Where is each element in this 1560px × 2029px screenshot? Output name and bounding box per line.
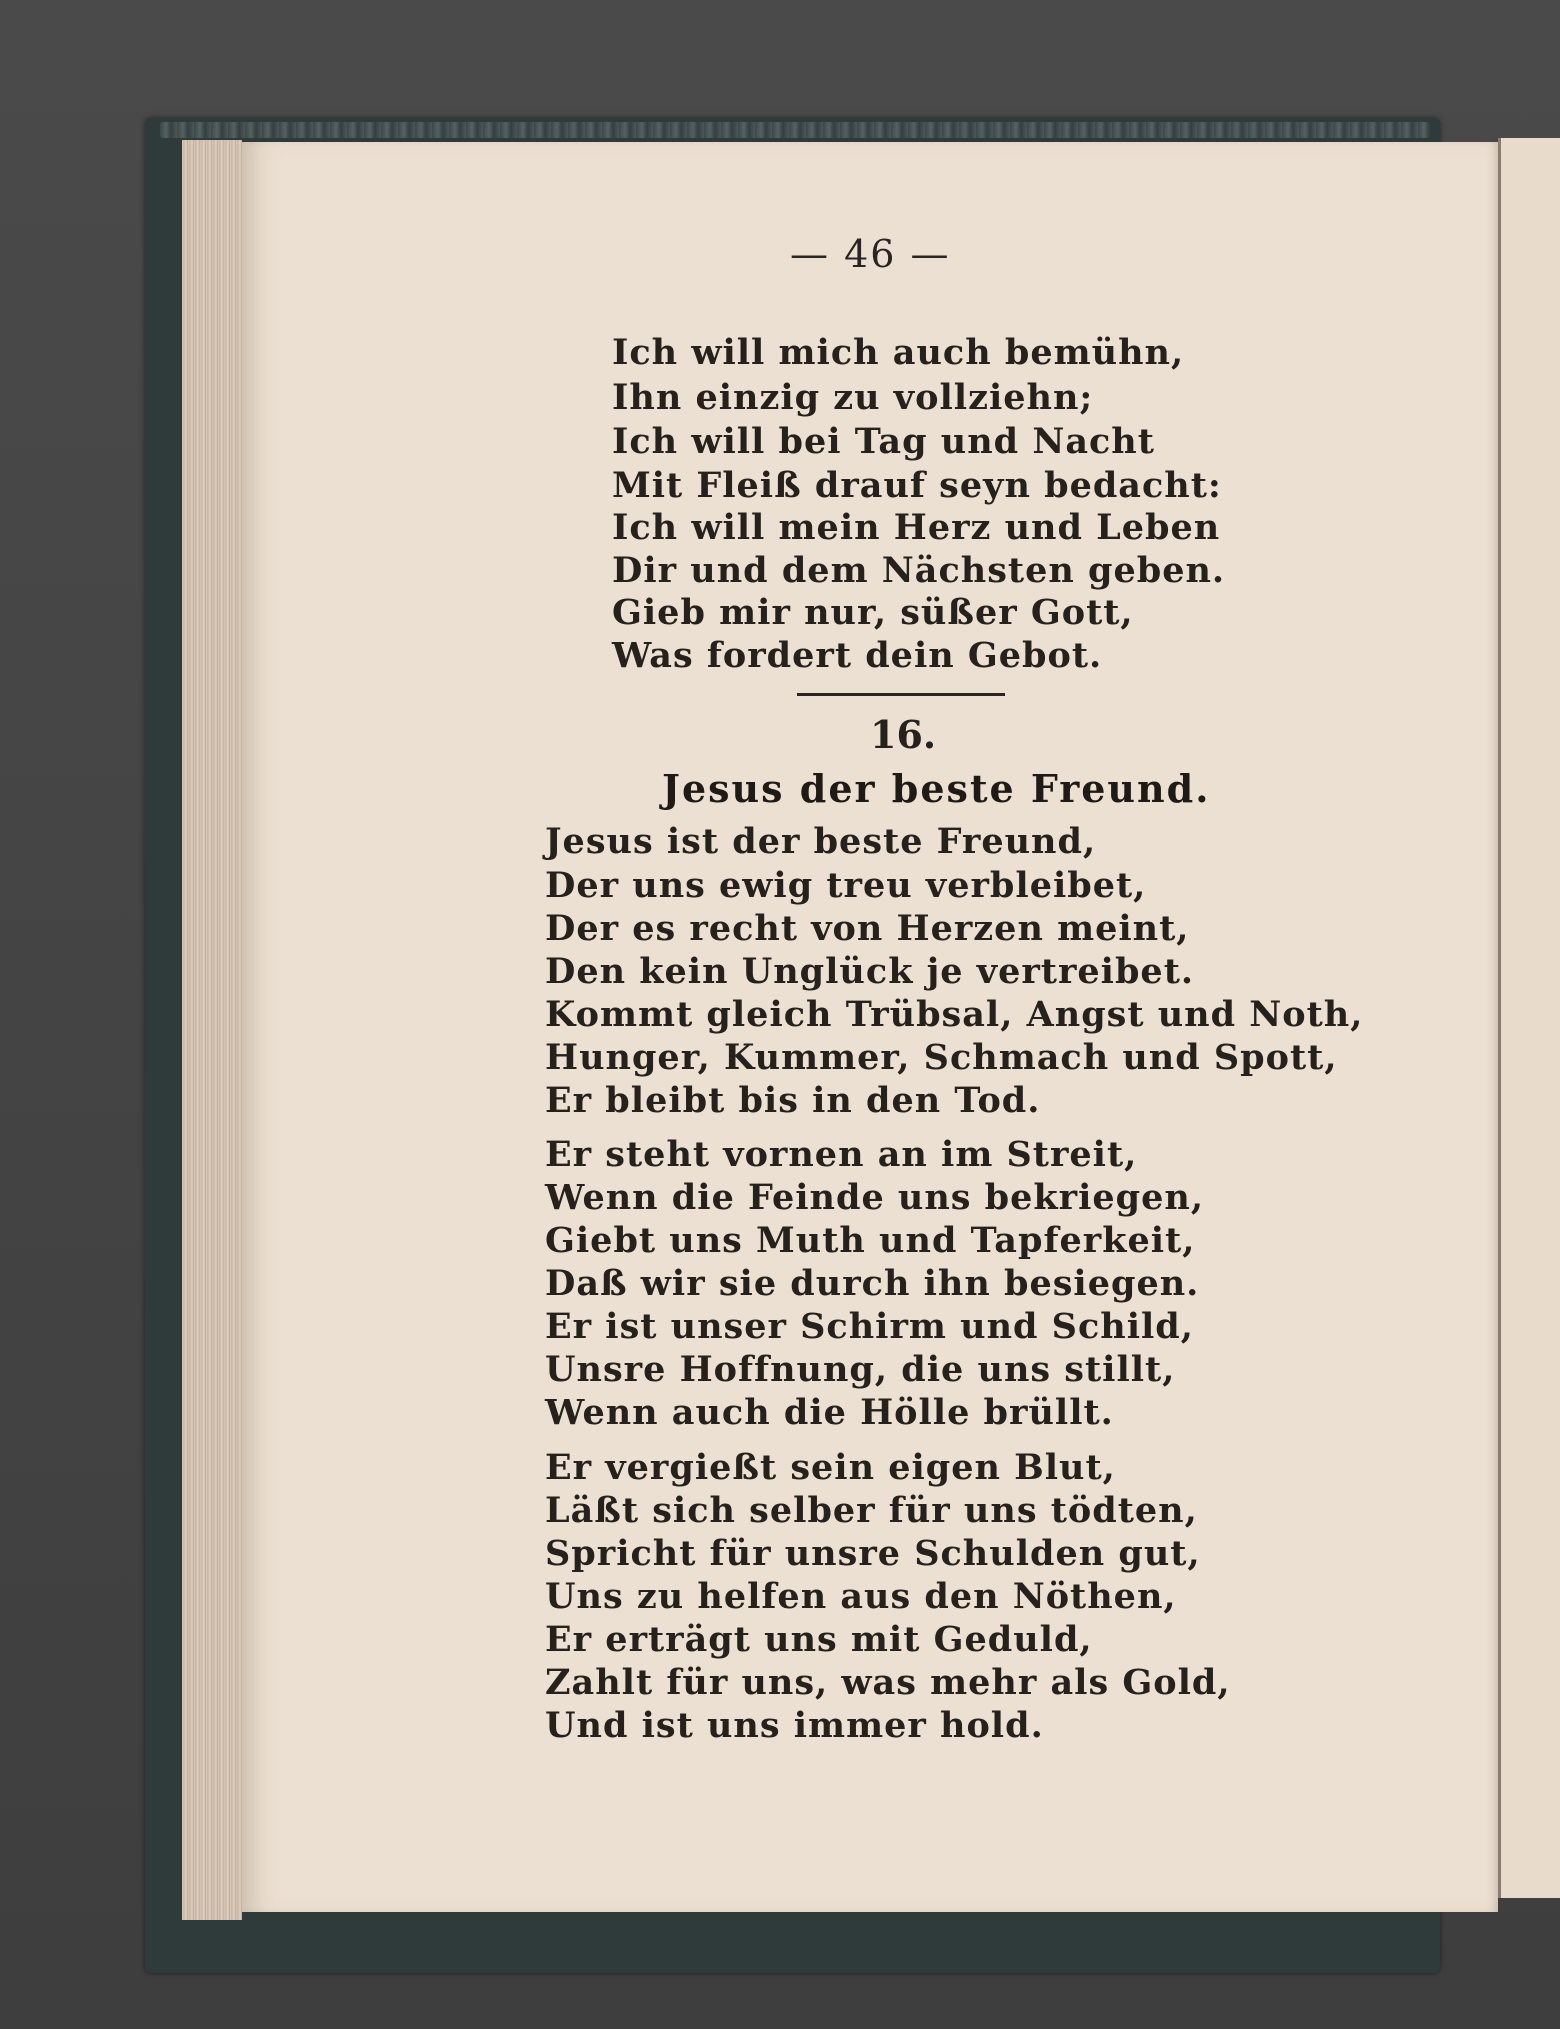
verse-line: Daß wir sie durch ihn besiegen.: [545, 1263, 1200, 1304]
page-stack-edges: [182, 140, 242, 1920]
verse-line: Der es recht von Herzen meint,: [545, 908, 1190, 949]
verse-line: Spricht für unsre Schulden gut,: [545, 1533, 1201, 1574]
verse-line: Was fordert dein Gebot.: [612, 635, 1103, 676]
verse-line: Läßt sich selber für uns tödten,: [545, 1490, 1198, 1531]
verse-line: Jesus ist der beste Freund,: [545, 821, 1097, 862]
section-divider: [797, 693, 1005, 696]
hymn-number: 16.: [870, 712, 937, 757]
verse-line: Kommt gleich Trübsal, Angst und Noth,: [545, 994, 1364, 1035]
verse-line: Unsre Hoffnung, die uns stillt,: [545, 1349, 1176, 1390]
verse-line: Hunger, Kummer, Schmach und Spott,: [545, 1037, 1338, 1078]
verse-line: Zahlt für uns, was mehr als Gold,: [545, 1662, 1231, 1703]
verse-line: Mit Fleiß drauf seyn bedacht:: [612, 465, 1222, 506]
verse-line: Wenn auch die Hölle brüllt.: [545, 1392, 1114, 1433]
verse-line: Ich will mich auch bemühn,: [612, 332, 1185, 373]
verse-line: Er steht vornen an im Streit,: [545, 1134, 1138, 1175]
verse-line: Ich will mein Herz und Leben: [612, 507, 1221, 548]
verse-line: Er bleibt bis in den Tod.: [545, 1080, 1041, 1121]
verse-line: Dir und dem Nächsten geben.: [612, 550, 1226, 591]
verse-line: Der uns ewig treu verbleibet,: [545, 865, 1147, 906]
hymn-title: Jesus der beste Freund.: [662, 766, 1211, 811]
verse-line: Uns zu helfen aus den Nöthen,: [545, 1576, 1177, 1617]
verse-line: Er erträgt uns mit Geduld,: [545, 1619, 1093, 1660]
verse-line: Er ist unser Schirm und Schild,: [545, 1306, 1194, 1347]
book-spine-edge: [160, 122, 1430, 138]
verse-line: Gieb mir nur, süßer Gott,: [612, 592, 1134, 633]
verse-line: Er vergießt sein eigen Blut,: [545, 1447, 1116, 1488]
page-number: — 46 —: [790, 232, 951, 276]
verse-line: Wenn die Feinde uns bekriegen,: [545, 1177, 1205, 1218]
verse-line: Ich will bei Tag und Nacht: [612, 421, 1155, 462]
verse-line: Und ist uns immer hold.: [545, 1705, 1044, 1746]
verse-line: Den kein Unglück je vertreibet.: [545, 951, 1195, 992]
next-page-edge: [1498, 138, 1560, 1898]
verse-line: Giebt uns Muth und Tapferkeit,: [545, 1220, 1196, 1261]
verse-line: Ihn einzig zu vollziehn;: [612, 377, 1094, 418]
